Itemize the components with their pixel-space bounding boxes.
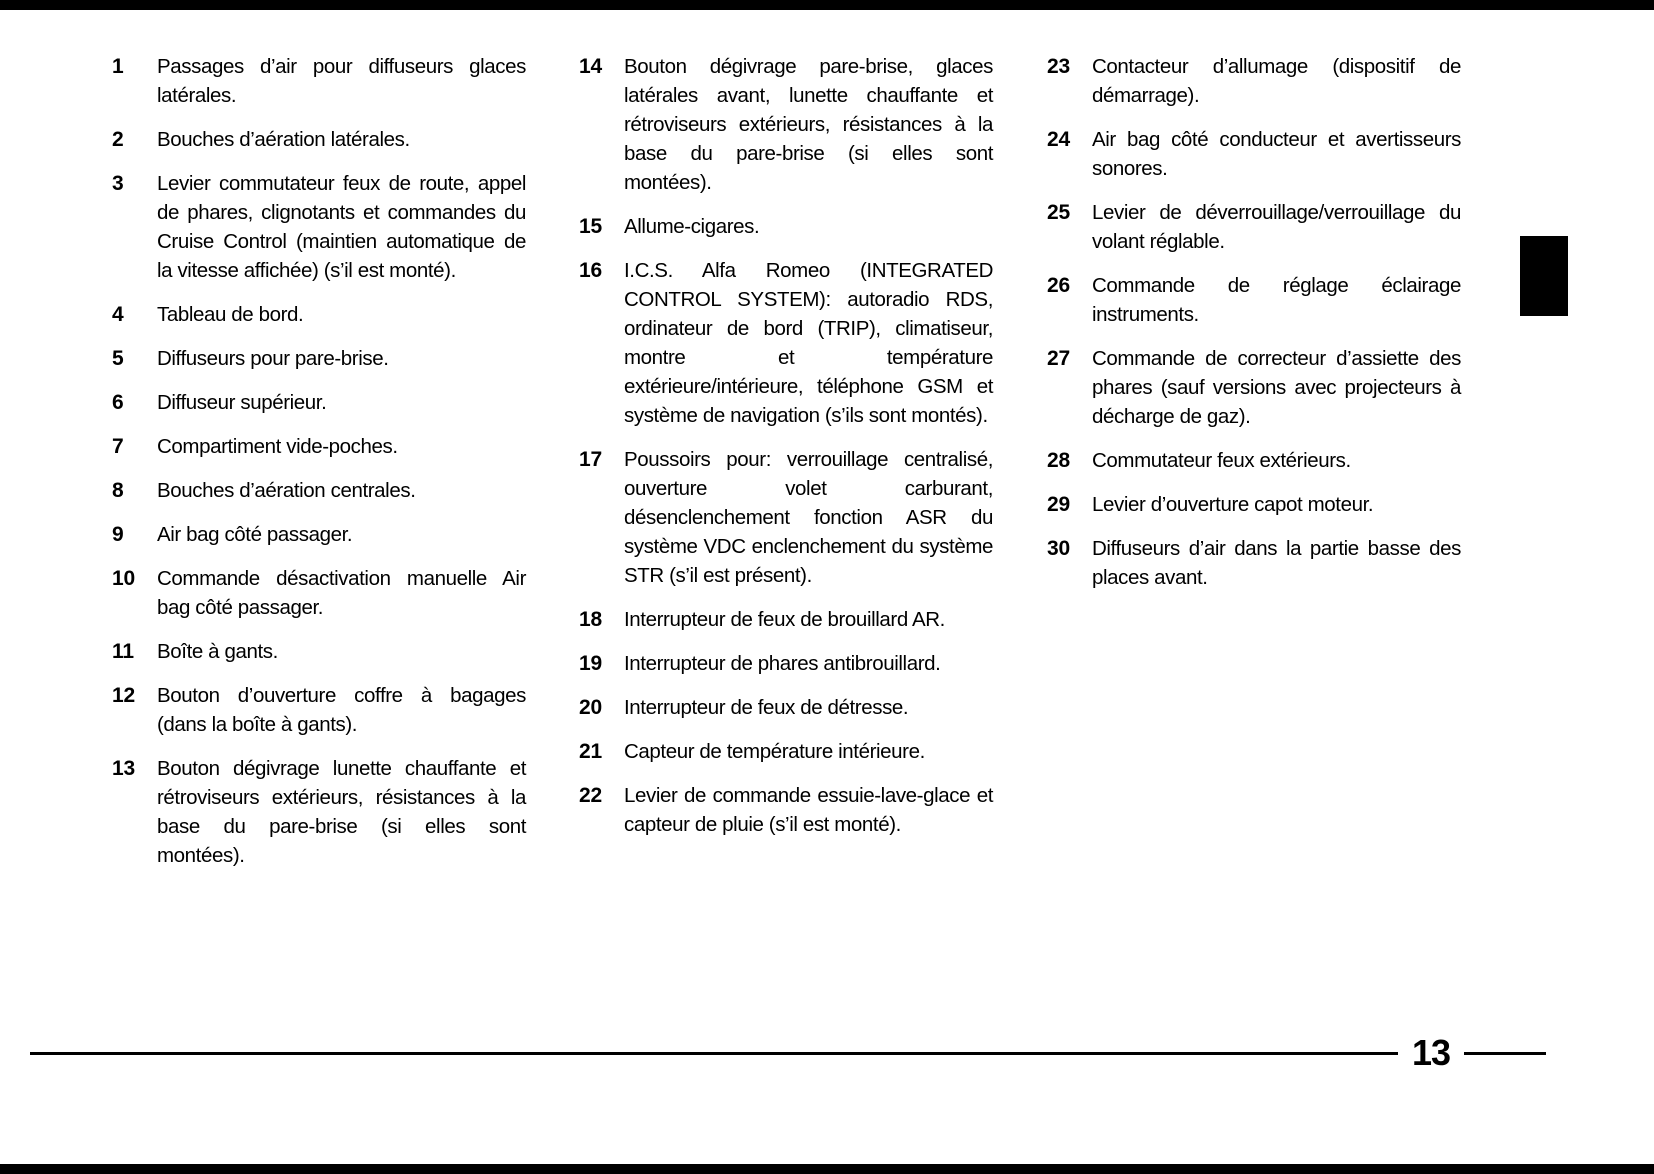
item-text: Bouton dégivrage pare-brise, glaces latérales avant, lunette chauffante et rétroviseurs extérieurs, résistances à la base du pare-brise (si elles sont montées).	[624, 55, 993, 194]
list-item	[579, 445, 993, 590]
item-text: I.C.S. Alfa Romeo (INTEGRATED CONTROL SYSTEM): autoradio RDS, ordinateur de bord (TRIP), climatiseur, montre et température extérieure/intérieure, téléphone GSM et système de navigation (s’ils sont montés).	[624, 259, 993, 427]
list-item	[1047, 198, 1461, 256]
item-text: Diffuseur supérieur.	[157, 391, 327, 414]
legend-column-2	[579, 52, 993, 854]
item-number: 10	[112, 567, 135, 590]
item-text: Commande désactivation manuelle Air bag côté passager.	[157, 567, 526, 619]
footer-rule-right	[1464, 1052, 1546, 1055]
list-item	[112, 564, 526, 622]
item-text: Levier de déverrouillage/verrouillage du volant réglable.	[1092, 201, 1461, 253]
list-item	[112, 52, 526, 110]
item-number: 7	[112, 435, 124, 458]
item-number: 20	[579, 696, 602, 719]
item-number: 21	[579, 740, 602, 763]
list-item	[1047, 446, 1461, 475]
item-text: Air bag côté passager.	[157, 523, 353, 546]
item-number: 1	[112, 55, 124, 78]
list-item	[112, 344, 526, 373]
item-text: Bouches d’aération centrales.	[157, 479, 416, 502]
item-number: 4	[112, 303, 124, 326]
item-text: Commutateur feux extérieurs.	[1092, 449, 1351, 472]
item-text: Commande de correcteur d’assiette des phares (sauf versions avec projecteurs à décharge de gaz).	[1092, 347, 1461, 428]
item-text: Bouton dégivrage lunette chauffante et rétroviseurs extérieurs, résistances à la base du pare-brise (si elles sont montées).	[157, 757, 526, 867]
list-item	[1047, 125, 1461, 183]
item-text: Passages d’air pour diffuseurs glaces latérales.	[157, 55, 526, 107]
item-text: Levier commutateur feux de route, appel de phares, clignotants et commandes du Cruise Control (maintien automatique de la vitesse affichée) (s’il est monté).	[157, 172, 526, 282]
list-item	[112, 125, 526, 154]
item-text: Poussoirs pour: verrouillage centralisé, ouverture volet carburant, désenclenchement fonction ASR du système VDC enclenchement du système STR (s’il est présent).	[624, 448, 993, 587]
item-number: 5	[112, 347, 124, 370]
list-item	[579, 212, 993, 241]
list-item	[1047, 344, 1461, 431]
item-text: Diffuseurs d’air dans la partie basse des places avant.	[1092, 537, 1461, 589]
item-text: Diffuseurs pour pare-brise.	[157, 347, 389, 370]
item-number: 8	[112, 479, 124, 502]
item-text: Interrupteur de phares antibrouillard.	[624, 652, 941, 675]
item-number: 2	[112, 128, 124, 151]
top-edge-bar	[0, 0, 1654, 10]
item-number: 17	[579, 448, 602, 471]
list-item	[579, 737, 993, 766]
footer-rule	[30, 1032, 1546, 1074]
list-item	[112, 637, 526, 666]
list-item	[579, 649, 993, 678]
item-text: Commande de réglage éclairage instruments.	[1092, 274, 1461, 326]
page-number: 13	[1411, 1032, 1450, 1073]
list-item	[1047, 271, 1461, 329]
list-item	[112, 754, 526, 870]
item-number: 15	[579, 215, 602, 238]
item-number: 18	[579, 608, 602, 631]
item-number: 16	[579, 259, 602, 282]
item-text: Boîte à gants.	[157, 640, 278, 663]
list-item	[1047, 52, 1461, 110]
list-item	[579, 605, 993, 634]
item-number: 29	[1047, 493, 1070, 516]
item-number: 11	[112, 640, 134, 663]
list-item	[112, 476, 526, 505]
item-text: Capteur de température intérieure.	[624, 740, 925, 763]
list-item	[579, 52, 993, 197]
item-text: Tableau de bord.	[157, 303, 304, 326]
footer-rule-left	[30, 1052, 1398, 1055]
item-number: 19	[579, 652, 602, 675]
item-text: Interrupteur de feux de brouillard AR.	[624, 608, 945, 631]
list-item	[579, 693, 993, 722]
item-text: Air bag côté conducteur et avertisseurs sonores.	[1092, 128, 1461, 180]
item-text: Interrupteur de feux de détresse.	[624, 696, 909, 719]
item-number: 26	[1047, 274, 1070, 297]
list-item	[579, 781, 993, 839]
item-number: 23	[1047, 55, 1070, 78]
item-text: Contacteur d’allumage (dispositif de démarrage).	[1092, 55, 1461, 107]
list-item	[112, 681, 526, 739]
item-number: 3	[112, 172, 124, 195]
legend-column-1	[112, 52, 526, 885]
item-number: 27	[1047, 347, 1070, 370]
item-text: Levier de commande essuie-lave-glace et capteur de pluie (s’il est monté).	[624, 784, 993, 836]
list-item	[1047, 534, 1461, 592]
item-number: 6	[112, 391, 124, 414]
item-text: Bouches d’aération latérales.	[157, 128, 410, 151]
item-text: Levier d’ouverture capot moteur.	[1092, 493, 1374, 516]
list-item	[112, 520, 526, 549]
list-item	[1047, 490, 1461, 519]
item-number: 25	[1047, 201, 1070, 224]
item-text: Allume-cigares.	[624, 215, 760, 238]
legend-column-3	[1047, 52, 1461, 607]
list-item	[112, 300, 526, 329]
list-item	[112, 432, 526, 461]
item-number: 30	[1047, 537, 1070, 560]
item-number: 12	[112, 684, 135, 707]
item-number: 13	[112, 757, 135, 780]
item-number: 9	[112, 523, 124, 546]
list-item	[579, 256, 993, 430]
item-number: 14	[579, 55, 602, 78]
item-number: 28	[1047, 449, 1070, 472]
item-number: 22	[579, 784, 602, 807]
section-tab-marker	[1520, 236, 1568, 316]
list-item	[112, 388, 526, 417]
item-text: Compartiment vide-poches.	[157, 435, 398, 458]
item-text: Bouton d’ouverture coffre à bagages (dans la boîte à gants).	[157, 684, 526, 736]
list-item	[112, 169, 526, 285]
item-number: 24	[1047, 128, 1070, 151]
bottom-edge-bar	[0, 1164, 1654, 1174]
